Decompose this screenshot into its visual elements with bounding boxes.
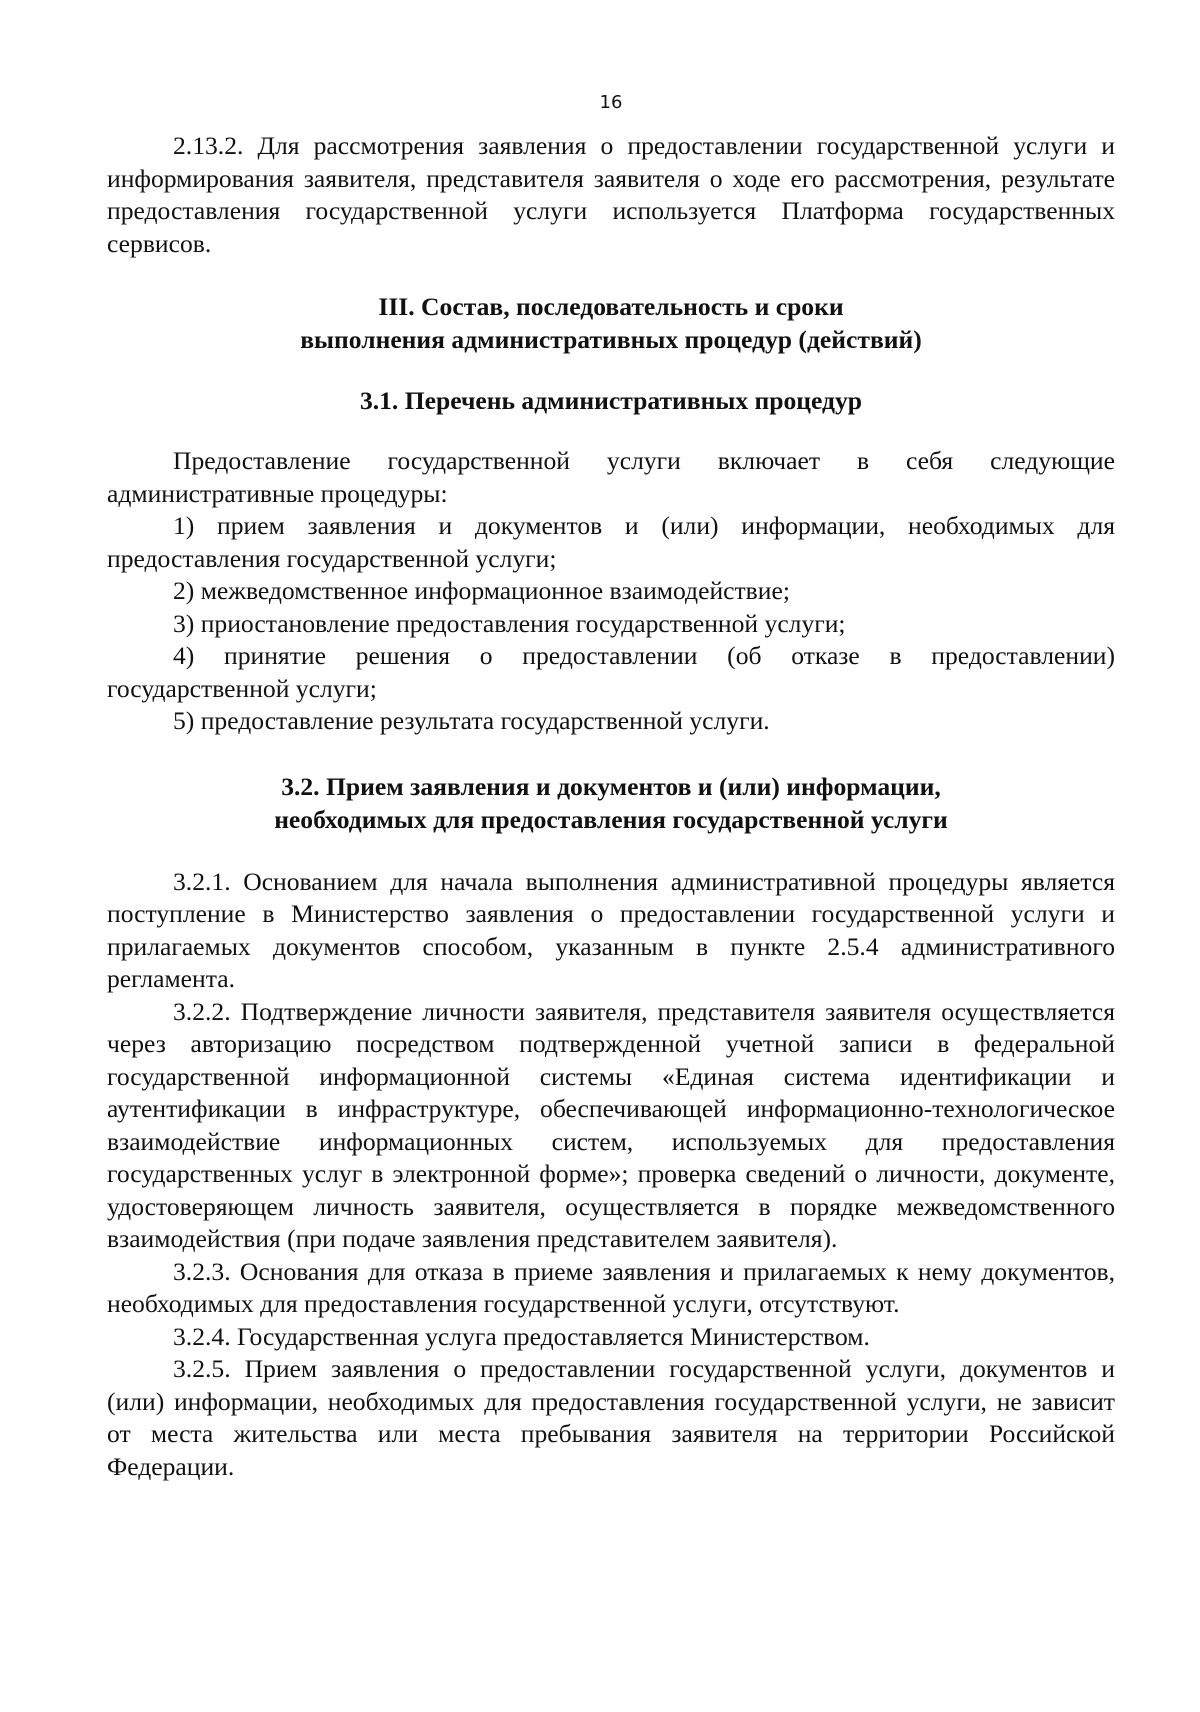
page-number: 16: [599, 92, 623, 113]
paragraph-3-2-2: 3.2.2. Подтверждение личности заявителя, представителя заявителя осуществляется через авторизацию посредством подтвержденной учетной записи в федеральной государственной информационной системы «Единая система идентификации и аутентификации в инфраструктуре, обеспечивающей информационно-технологическое взаимодействие информационных систем, используемых для предоставления государственных услуг в электронной форме»; проверка сведений о личности, документе, удостоверяющем личность заявителя, осуществляется в порядке межведомственного взаимодействия (при подаче заявления представителем заявителя).: [107, 996, 1115, 1253]
section-heading-line-1: III. Состав, последовательность и сроки: [378, 292, 844, 321]
subsection-3-1-heading: 3.1. Перечень административных процедур: [359, 386, 863, 415]
subsection-3-2-heading-line-2: необходимых для предоставления государственной услуги: [274, 804, 948, 834]
subsection-3-1-intro: Предоставление государственной услуги включает в себя следующие административные процедуры:: [107, 446, 1115, 508]
paragraph-3-2-5: 3.2.5. Прием заявления о предоставлении государственной услуги, документов и (или) информации, необходимых для предоставления государственной услуги, не зависит от места жительства или места пребывания заявителя на территории Российской Федерации.: [107, 1354, 1115, 1481]
procedure-item: 2) межведомственное информационное взаимодействие;: [173, 576, 790, 605]
paragraph-3-2-3: 3.2.3. Основания для отказа в приеме заявления и прилагаемых к нему документов, необходимых для предоставления государственной услуги, отсутствуют.: [107, 1256, 1115, 1318]
document-body: [107, 130, 1115, 1483]
paragraph-3-2-1: 3.2.1. Основанием для начала выполнения административной процедуры является поступление в Министерство заявления о предоставлении государственной услуги и прилагаемых документов способом, указанным в пункте 2.5.4 административного регламента.: [107, 866, 1115, 993]
section-heading: [107, 290, 1115, 356]
procedure-item: 3) приостановление предоставления государственной услуги;: [173, 608, 846, 638]
subsection-3-2-heading: [107, 770, 1115, 836]
procedure-item: 5) предоставление результата государственной услуги.: [173, 706, 770, 735]
paragraph-2-13-2: 2.13.2. Для рассмотрения заявления о предоставлении государственной услуги и информирования заявителя, представителя заявителя о ходе его рассмотрения, результате предоставления государственной услуги используется Платформа государственных сервисов.: [107, 131, 1115, 258]
subsection-3-2-heading-line-1: 3.2. Прием заявления и документов и (или) информации,: [281, 771, 941, 801]
procedure-item: 4) принятие решения о предоставлении (об отказе в предоставлении) государственной услуги;: [107, 641, 1115, 703]
document-page: [107, 0, 1115, 1712]
paragraph-3-2-4: 3.2.4. Государственная услуга предоставляется Министерством.: [173, 1321, 870, 1351]
section-heading-line-2: выполнения административных процедур (действий): [300, 325, 922, 354]
procedure-item: 1) прием заявления и документов и (или) информации, необходимых для предоставления государственной услуги;: [107, 511, 1115, 573]
